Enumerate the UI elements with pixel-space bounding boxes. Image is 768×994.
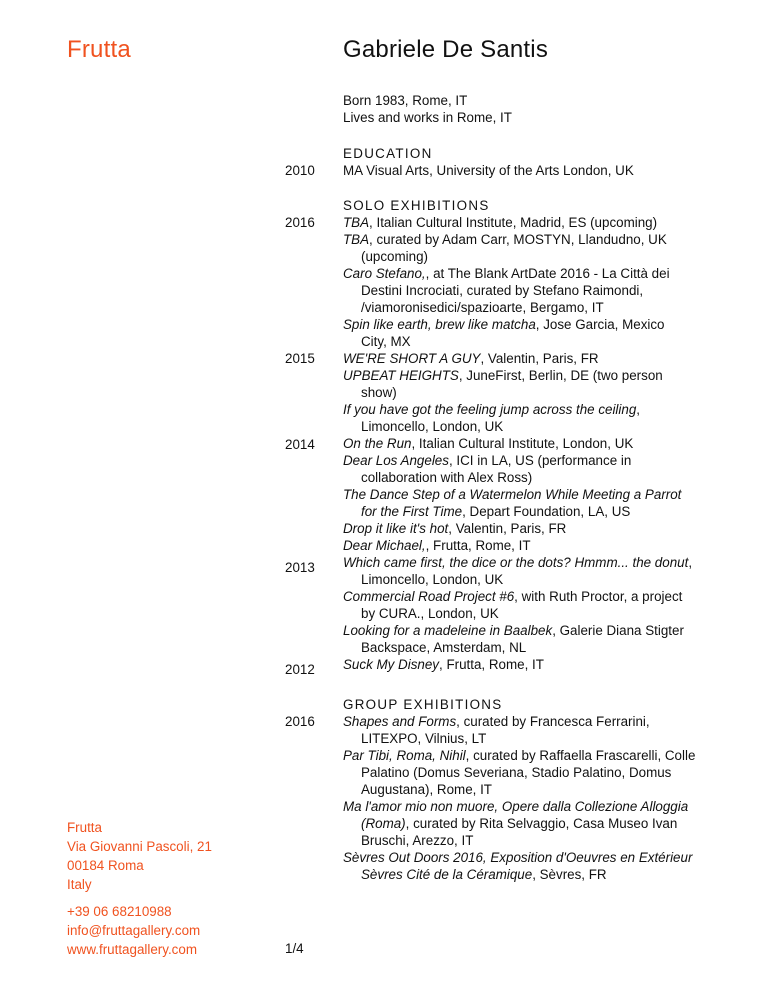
- exhibition-line: [343, 401, 743, 418]
- exhibition-detail: , Italian Cultural Institute, Madrid, ES (upcoming): [369, 215, 658, 230]
- exhibition-title: Which came first, the dice or the dots? Hmmm... the donut: [343, 555, 689, 570]
- education-year: 2010: [285, 163, 315, 178]
- exhibition-title: If you have got the feeling jump across the ceiling: [343, 402, 637, 417]
- exhibition-detail: by CURA., London, UK: [361, 606, 499, 621]
- exhibition-line: [343, 316, 743, 333]
- exhibition-line: [343, 231, 743, 248]
- exhibition-detail: , Frutta, Rome, IT: [425, 538, 531, 553]
- exhibition-detail: , curated by Raffaella Frascarelli, Colle: [465, 748, 696, 763]
- exhibition-detail: Augustana), Rome, IT: [361, 782, 492, 797]
- exhibition-line: [343, 435, 743, 452]
- exhibition-detail: ,: [636, 402, 641, 417]
- exhibition-line: [343, 815, 743, 832]
- exhibition-title: TBA: [343, 232, 370, 247]
- exhibition-title: TBA: [343, 215, 370, 230]
- exhibition-line: [343, 503, 743, 520]
- exhibition-line: [343, 713, 743, 730]
- exhibition-title: Ma l'amor mio non muore, Opere dalla Collezione Alloggia: [343, 799, 689, 814]
- exhibition-line: [343, 418, 743, 435]
- exhibition-title: On the Run: [343, 436, 412, 451]
- exhibition-title: Spin like earth, brew like matcha: [343, 317, 536, 332]
- gallery-address: [67, 818, 212, 894]
- exhibition-detail: , curated by Francesca Ferrarini,: [456, 714, 650, 729]
- exhibition-line: [343, 486, 743, 503]
- exhibition-line: [343, 781, 743, 798]
- group-list: [343, 713, 743, 883]
- exhibition-title: Caro Stefano,: [343, 266, 426, 281]
- exhibition-detail: , with Ruth Proctor, a project: [514, 589, 683, 604]
- education-heading: EDUCATION: [343, 146, 433, 161]
- solo-year-2013: 2013: [285, 560, 315, 575]
- exhibition-line: [343, 282, 743, 299]
- exhibition-title: Looking for a madeleine in Baalbek: [343, 623, 553, 638]
- exhibition-line: [343, 656, 743, 673]
- contact-email[interactable]: info@fruttagallery.com: [67, 923, 201, 938]
- exhibition-detail: , Galerie Diana Stigter: [552, 623, 684, 638]
- address-street: Via Giovanni Pascoli, 21: [67, 839, 212, 854]
- education-text: MA Visual Arts, University of the Arts London, UK: [343, 163, 634, 178]
- bio-born: Born 1983, Rome, IT: [343, 93, 468, 108]
- exhibition-detail: show): [361, 385, 397, 400]
- exhibition-detail: LITEXPO, Vilnius, LT: [361, 731, 487, 746]
- exhibition-title: WE'RE SHORT A GUY: [343, 351, 481, 366]
- exhibition-line: [343, 367, 743, 384]
- exhibition-line: [343, 764, 743, 781]
- exhibition-title: for the First Time: [361, 504, 463, 519]
- exhibition-detail: Destini Incrociati, curated by Stefano Raimondi,: [361, 283, 644, 298]
- exhibition-detail: , Valentin, Paris, FR: [448, 521, 567, 536]
- exhibition-title: Sèvres Cité de la Céramique: [361, 867, 533, 882]
- exhibition-line: [343, 866, 743, 883]
- exhibition-line: [343, 588, 743, 605]
- exhibition-detail: /viamoronisedici/spazioarte, Bergamo, IT: [361, 300, 604, 315]
- exhibition-title: UPBEAT HEIGHTS: [343, 368, 459, 383]
- exhibition-detail: , at The Blank ArtDate 2016 - La Città dei: [425, 266, 670, 281]
- exhibition-title: Dear Michael,: [343, 538, 426, 553]
- exhibition-line: [343, 639, 743, 656]
- exhibition-line: [343, 747, 743, 764]
- exhibition-line: [343, 469, 743, 486]
- exhibition-detail: collaboration with Alex Ross): [361, 470, 533, 485]
- exhibition-line: [343, 537, 743, 554]
- exhibition-line: [343, 605, 743, 622]
- solo-heading: SOLO EXHIBITIONS: [343, 198, 490, 213]
- bio-lives: Lives and works in Rome, IT: [343, 110, 512, 125]
- exhibition-detail: , Jose Garcia, Mexico: [535, 317, 665, 332]
- exhibition-line: [343, 384, 743, 401]
- education-entry: [343, 162, 743, 179]
- exhibition-title: Suck My Disney: [343, 657, 439, 672]
- exhibition-detail: , curated by Adam Carr, MOSTYN, Llandudno, UK: [369, 232, 667, 247]
- exhibition-title: Dear Los Angeles: [343, 453, 449, 468]
- exhibition-line: [343, 571, 743, 588]
- exhibition-detail: , Frutta, Rome, IT: [439, 657, 544, 672]
- exhibition-line: [343, 299, 743, 316]
- contact-website[interactable]: www.fruttagallery.com: [67, 942, 197, 957]
- contact-phone[interactable]: +39 06 68210988: [67, 904, 172, 919]
- exhibition-title: (Roma): [361, 816, 406, 831]
- exhibition-detail: , JuneFirst, Berlin, DE (two person: [458, 368, 663, 383]
- bio: [343, 92, 743, 126]
- exhibition-line: [343, 730, 743, 747]
- solo-year-2015: 2015: [285, 351, 315, 366]
- exhibition-line: [343, 554, 743, 571]
- exhibition-line: [343, 520, 743, 537]
- exhibition-detail: City, MX: [361, 334, 411, 349]
- exhibition-detail: Backspace, Amsterdam, NL: [361, 640, 527, 655]
- exhibition-line: [343, 622, 743, 639]
- exhibition-line: [343, 265, 743, 282]
- address-name: Frutta: [67, 820, 102, 835]
- artist-name: Gabriele De Santis: [343, 36, 549, 63]
- exhibition-line: [343, 832, 743, 849]
- exhibition-detail: , curated by Rita Selvaggio, Casa Museo Ivan: [405, 816, 678, 831]
- exhibition-line: [343, 452, 743, 469]
- gallery-contact: [67, 902, 200, 959]
- exhibition-detail: , Sèvres, FR: [532, 867, 607, 882]
- exhibition-title: Shapes and Forms: [343, 714, 457, 729]
- exhibition-line: [343, 849, 743, 866]
- exhibition-detail: Bruschi, Arezzo, IT: [361, 833, 474, 848]
- exhibition-detail: , Valentin, Paris, FR: [480, 351, 599, 366]
- address-country: Italy: [67, 877, 92, 892]
- exhibition-detail: (upcoming): [361, 249, 428, 264]
- group-year-2016: 2016: [285, 714, 315, 729]
- exhibition-detail: , Italian Cultural Institute, London, UK: [411, 436, 634, 451]
- exhibition-detail: Limoncello, London, UK: [361, 572, 504, 587]
- exhibition-title: Commercial Road Project #6: [343, 589, 515, 604]
- solo-year-2014: 2014: [285, 437, 315, 452]
- exhibition-detail: ,: [688, 555, 693, 570]
- exhibition-line: [343, 214, 743, 231]
- address-city: 00184 Roma: [67, 858, 144, 873]
- exhibition-detail: , ICI in LA, US (performance in: [448, 453, 632, 468]
- exhibition-line: [343, 798, 743, 815]
- exhibition-detail: Limoncello, London, UK: [361, 419, 504, 434]
- solo-year-2016: 2016: [285, 215, 315, 230]
- exhibition-title: Par Tibi, Roma, Nihil: [343, 748, 466, 763]
- exhibition-line: [343, 248, 743, 265]
- exhibition-title: Sèvres Out Doors 2016, Exposition d'Oeuvres en Extérieur: [343, 850, 693, 865]
- page-number: 1/4: [285, 941, 304, 956]
- exhibition-line: [343, 333, 743, 350]
- group-heading: GROUP EXHIBITIONS: [343, 697, 503, 712]
- gallery-logo-text: Frutta: [67, 36, 131, 63]
- exhibition-line: [343, 350, 743, 367]
- exhibition-detail: Palatino (Domus Severiana, Stadio Palatino, Domus: [361, 765, 672, 780]
- exhibition-detail: , Depart Foundation, LA, US: [462, 504, 631, 519]
- solo-year-2012: 2012: [285, 662, 315, 677]
- exhibition-title: Drop it like it's hot: [343, 521, 449, 536]
- solo-list: [343, 214, 743, 673]
- exhibition-title: The Dance Step of a Watermelon While Meeting a Parrot: [343, 487, 682, 502]
